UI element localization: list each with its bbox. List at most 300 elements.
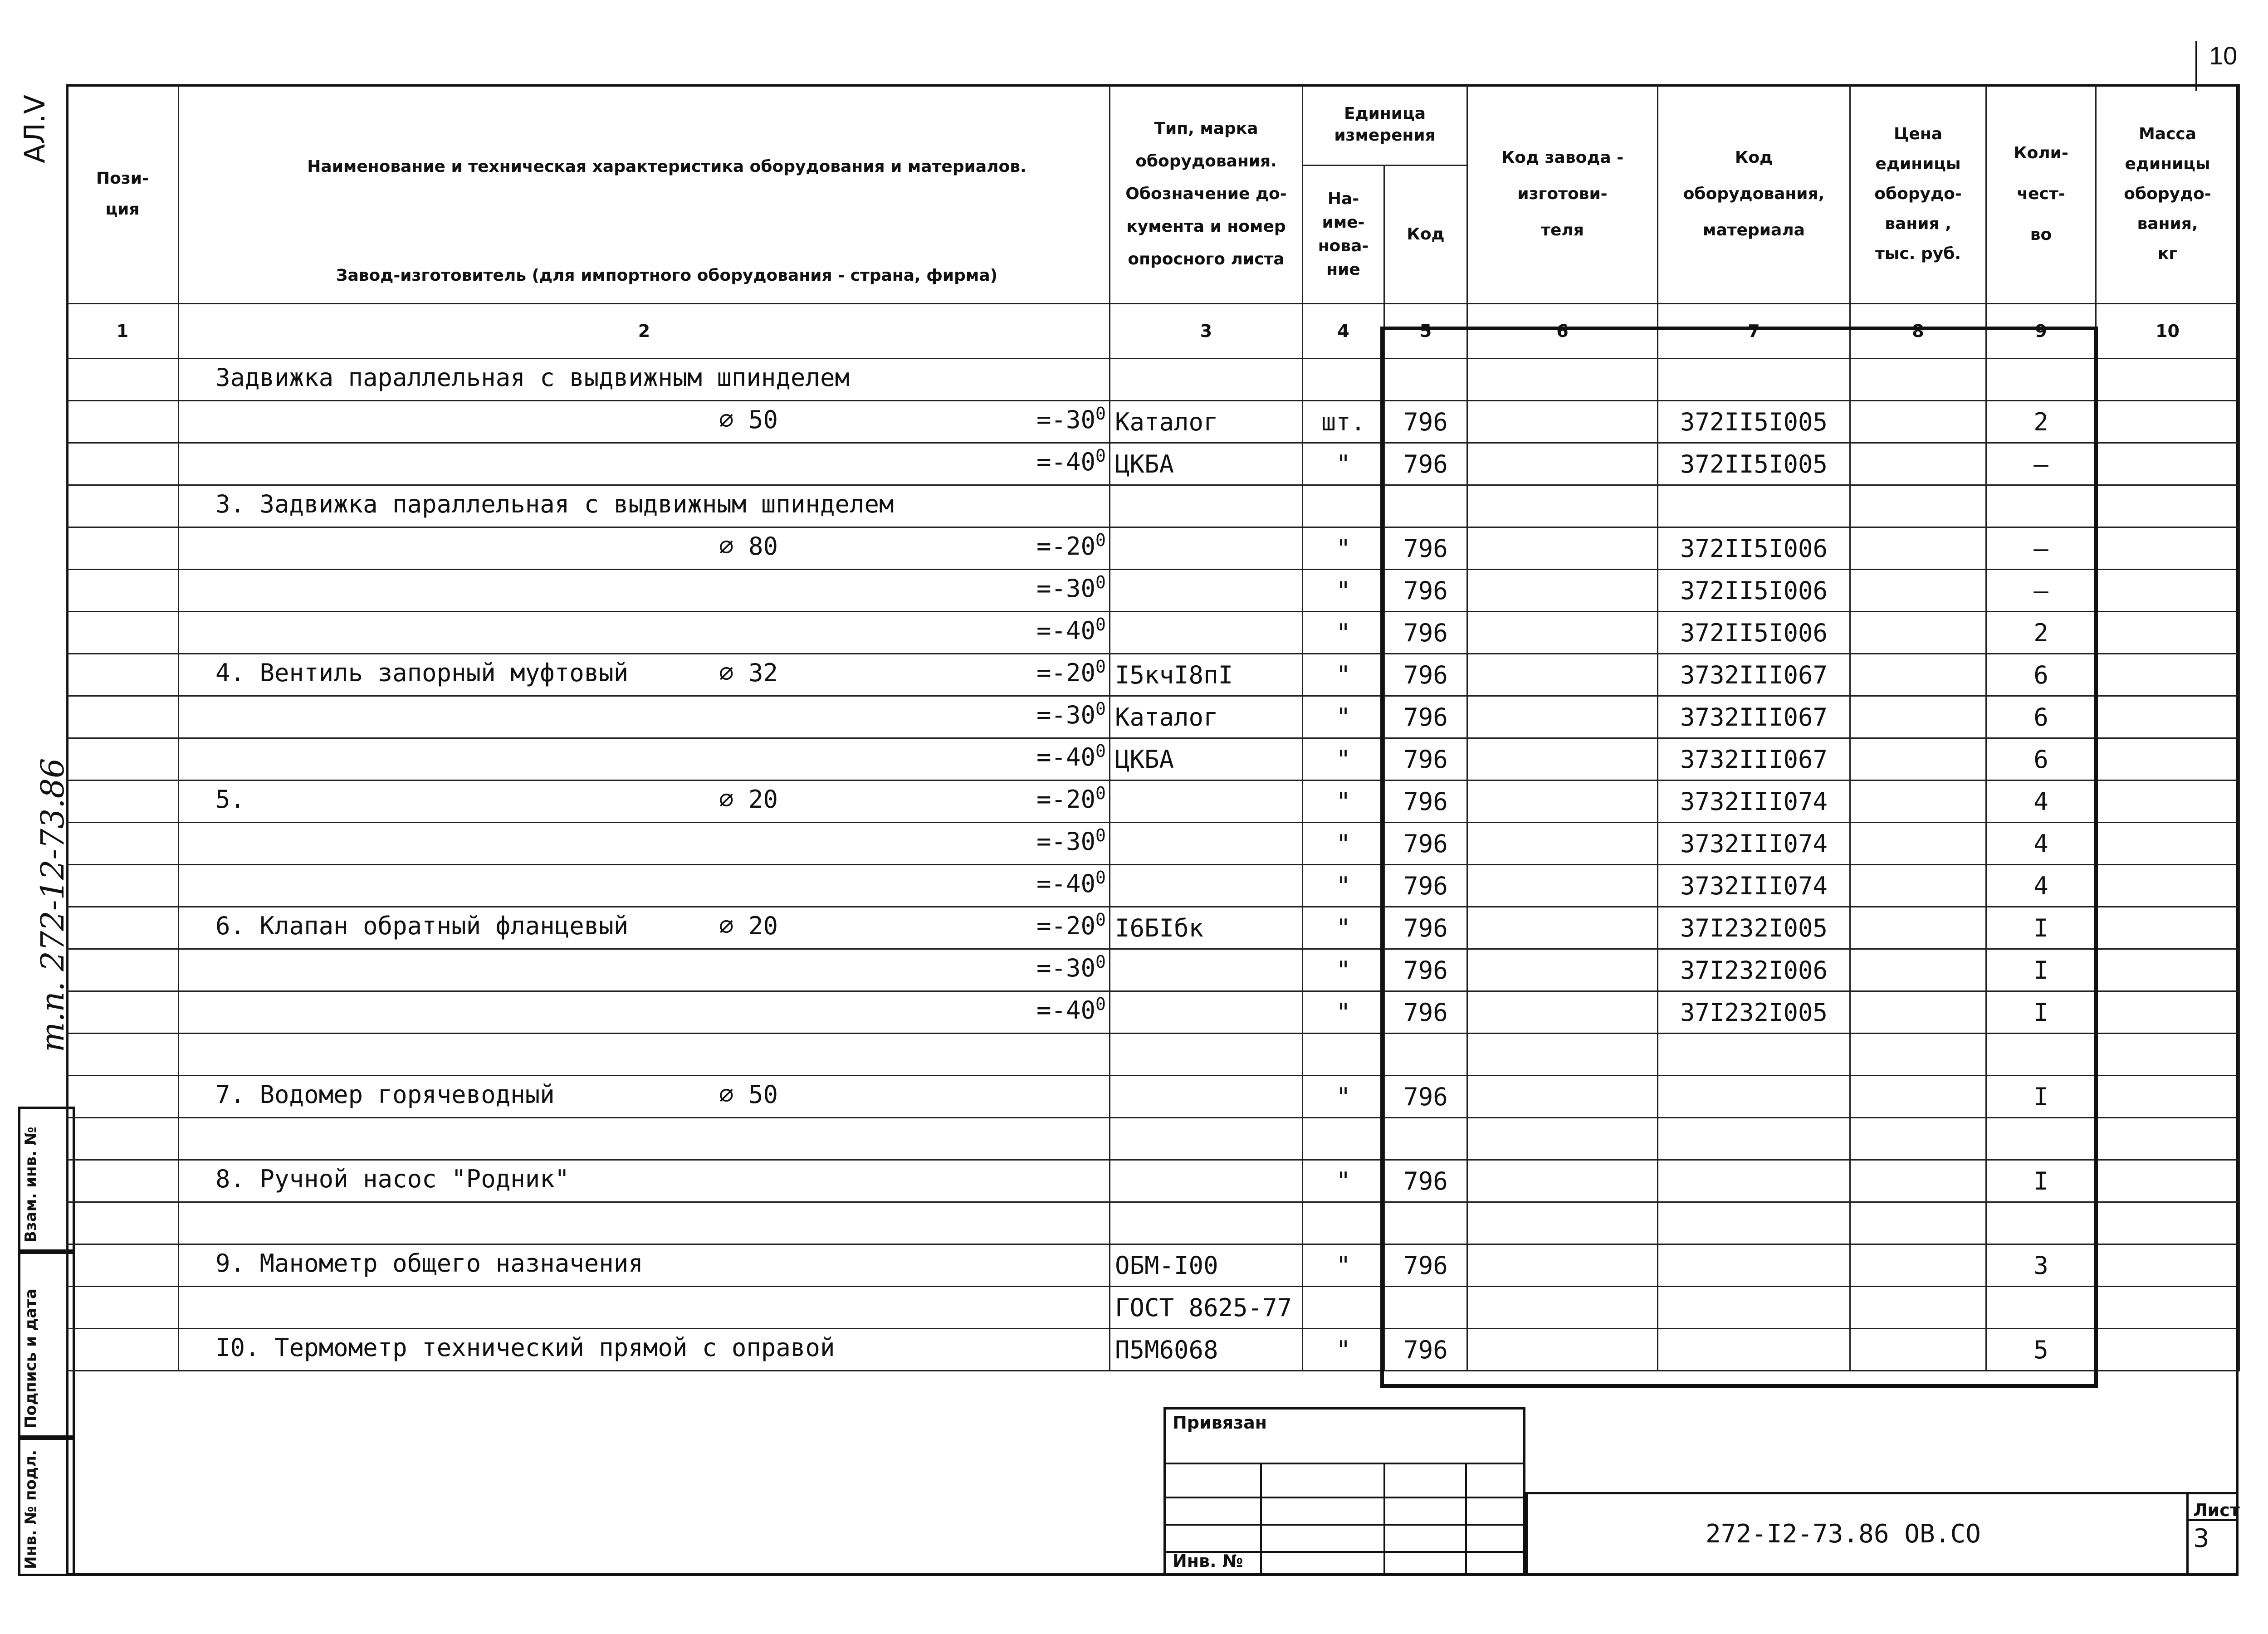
cell-mass bbox=[2096, 1202, 2239, 1244]
cell-mass bbox=[2096, 738, 2239, 780]
cell-position bbox=[67, 401, 179, 443]
cell-material-code: 372II5I006 bbox=[1658, 527, 1850, 570]
cell-type bbox=[1110, 570, 1303, 612]
stamp-signature-date-label: Подпись и дата bbox=[22, 1288, 40, 1429]
cell-material-code: 3732III074 bbox=[1658, 780, 1850, 823]
cell-unit-code: 796 bbox=[1384, 654, 1467, 696]
header-position: Пози- ция bbox=[67, 85, 179, 304]
cell-material-code bbox=[1658, 1287, 1850, 1329]
cell-plant-code bbox=[1467, 527, 1658, 570]
cell-name bbox=[179, 1034, 1110, 1076]
col-number: 8 bbox=[1850, 304, 1986, 359]
cell-type bbox=[1110, 359, 1303, 401]
cell-plant-code bbox=[1467, 1202, 1658, 1244]
cell-name bbox=[179, 1287, 1110, 1329]
tied-divider bbox=[1163, 1524, 1525, 1526]
document-code: 272-I2-73.86 ОВ.СО bbox=[1706, 1519, 1981, 1549]
cell-name bbox=[179, 1160, 1110, 1202]
cell-quantity: 5 bbox=[1986, 1329, 2096, 1371]
item-name: 6. Клапан обратный фланцевый bbox=[215, 912, 629, 940]
cell-mass bbox=[2096, 485, 2239, 527]
cell-position bbox=[67, 359, 179, 401]
cell-name bbox=[179, 738, 1110, 780]
cell-quantity: – bbox=[1986, 443, 2096, 485]
cell-plant-code bbox=[1467, 780, 1658, 823]
side-document-number: т.п. 272-12-73.86 bbox=[34, 758, 71, 1052]
table-row bbox=[67, 485, 2239, 527]
cell-plant-code bbox=[1467, 1160, 1658, 1202]
inv-label: Инв. № bbox=[1173, 1551, 1243, 1571]
col-number: 1 bbox=[67, 304, 179, 359]
cell-unit-name bbox=[1303, 1202, 1384, 1244]
cell-type bbox=[1110, 1160, 1303, 1202]
cell-type bbox=[1110, 780, 1303, 823]
cell-name bbox=[179, 1329, 1110, 1371]
cell-quantity: 4 bbox=[1986, 780, 2096, 823]
cell-unit-code: 796 bbox=[1384, 1244, 1467, 1287]
cell-mass bbox=[2096, 443, 2239, 485]
cell-quantity bbox=[1986, 1202, 2096, 1244]
degree-mark: 0 bbox=[1095, 404, 1106, 424]
item-name: I0. Термометр технический прямой с оправой bbox=[215, 1333, 835, 1362]
cell-quantity: – bbox=[1986, 527, 2096, 570]
cell-price bbox=[1850, 991, 1986, 1034]
page-number-divider bbox=[2195, 41, 2197, 91]
cell-unit-name: " bbox=[1303, 1329, 1384, 1371]
table-row bbox=[67, 1287, 2239, 1329]
cell-quantity bbox=[1986, 1287, 2096, 1329]
cell-name bbox=[179, 991, 1110, 1034]
cell-name bbox=[179, 1118, 1110, 1160]
cell-price bbox=[1850, 907, 1986, 949]
cell-price bbox=[1850, 654, 1986, 696]
cell-unit-name bbox=[1303, 1118, 1384, 1160]
cell-price bbox=[1850, 1244, 1986, 1287]
cell-price bbox=[1850, 443, 1986, 485]
cell-plant-code bbox=[1467, 823, 1658, 865]
cell-price bbox=[1850, 1287, 1986, 1329]
cell-price bbox=[1850, 780, 1986, 823]
cell-plant-code bbox=[1467, 1287, 1658, 1329]
cell-mass bbox=[2096, 1034, 2239, 1076]
degree-mark: 0 bbox=[1095, 657, 1106, 677]
cell-name bbox=[179, 443, 1110, 485]
col-number: 3 bbox=[1110, 304, 1303, 359]
cell-mass bbox=[2096, 570, 2239, 612]
cell-unit-code bbox=[1384, 1202, 1467, 1244]
tied-vdivider bbox=[1383, 1463, 1385, 1576]
item-temperature: $=-20^0$ bbox=[1036, 783, 1106, 814]
cell-material-code bbox=[1658, 359, 1850, 401]
cell-mass bbox=[2096, 823, 2239, 865]
cell-quantity: I bbox=[1986, 1076, 2096, 1118]
cell-type bbox=[1110, 1118, 1303, 1160]
cell-unit-code: 796 bbox=[1384, 991, 1467, 1034]
cell-price bbox=[1850, 1160, 1986, 1202]
cell-unit-code: 796 bbox=[1384, 738, 1467, 780]
cell-type: Каталог bbox=[1110, 401, 1303, 443]
cell-unit-code bbox=[1384, 1118, 1467, 1160]
cell-unit-code: 796 bbox=[1384, 823, 1467, 865]
cell-quantity: I bbox=[1986, 991, 2096, 1034]
tied-vdivider bbox=[1465, 1463, 1467, 1576]
cell-name bbox=[179, 696, 1110, 738]
cell-plant-code bbox=[1467, 1329, 1658, 1371]
cell-plant-code bbox=[1467, 443, 1658, 485]
col-number: 7 bbox=[1658, 304, 1850, 359]
cell-unit-name: " bbox=[1303, 1160, 1384, 1202]
cell-plant-code bbox=[1467, 738, 1658, 780]
item-diameter: ⌀ 20 bbox=[719, 785, 778, 814]
cell-price bbox=[1850, 823, 1986, 865]
sheet-value: 3 bbox=[2193, 1524, 2209, 1553]
cell-material-code bbox=[1658, 1034, 1850, 1076]
cell-mass bbox=[2096, 907, 2239, 949]
header-type: Тип, марка оборудования. Обозначение до- кумента и номер опросного листа bbox=[1110, 85, 1303, 304]
cell-material-code: 3732III074 bbox=[1658, 823, 1850, 865]
cell-type bbox=[1110, 1202, 1303, 1244]
cell-type bbox=[1110, 612, 1303, 654]
cell-material-code: 37I232I005 bbox=[1658, 907, 1850, 949]
cell-mass bbox=[2096, 359, 2239, 401]
cell-unit-name bbox=[1303, 359, 1384, 401]
cell-position bbox=[67, 780, 179, 823]
table-row bbox=[67, 1160, 2239, 1202]
cell-unit-code: 796 bbox=[1384, 1160, 1467, 1202]
item-temperature: $=-40^0$ bbox=[1036, 868, 1106, 898]
cell-price bbox=[1850, 612, 1986, 654]
cell-unit-name: " bbox=[1303, 527, 1384, 570]
cell-unit-name: " bbox=[1303, 865, 1384, 907]
cell-name bbox=[179, 1244, 1110, 1287]
item-temperature: $=-40^0$ bbox=[1036, 446, 1106, 476]
cell-position bbox=[67, 865, 179, 907]
table-row bbox=[67, 401, 2239, 443]
cell-unit-name: " bbox=[1303, 780, 1384, 823]
cell-quantity: I bbox=[1986, 949, 2096, 991]
table-row bbox=[67, 527, 2239, 570]
tied-label: Привязан bbox=[1173, 1413, 1267, 1433]
header-unit-code: Код bbox=[1384, 165, 1467, 303]
cell-position bbox=[67, 527, 179, 570]
item-temperature: $=-30^0$ bbox=[1036, 825, 1106, 856]
cell-material-code bbox=[1658, 1076, 1850, 1118]
cell-price bbox=[1850, 527, 1986, 570]
cell-unit-code bbox=[1384, 1287, 1467, 1329]
cell-price bbox=[1850, 1118, 1986, 1160]
table-row bbox=[67, 738, 2239, 780]
cell-material-code: 37I232I006 bbox=[1658, 949, 1850, 991]
cell-quantity bbox=[1986, 1118, 2096, 1160]
cell-type bbox=[1110, 991, 1303, 1034]
cell-unit-name: " bbox=[1303, 907, 1384, 949]
cell-type: П5М6068 bbox=[1110, 1329, 1303, 1371]
item-temperature: $=-20^0$ bbox=[1036, 657, 1106, 687]
cell-type bbox=[1110, 527, 1303, 570]
header-material-code: Код оборудования, материала bbox=[1658, 85, 1850, 304]
cell-material-code bbox=[1658, 1202, 1850, 1244]
header-name-line2: Завод-изготовитель (для импортного оборудования - страна, фирма) bbox=[336, 266, 998, 285]
cell-material-code bbox=[1658, 1329, 1850, 1371]
cell-position bbox=[67, 654, 179, 696]
table-body bbox=[67, 359, 2239, 1371]
header-unit-name: На- име- нова- ние bbox=[1303, 165, 1384, 303]
tied-divider bbox=[1163, 1497, 1525, 1498]
cell-name bbox=[179, 570, 1110, 612]
cell-unit-code: 796 bbox=[1384, 570, 1467, 612]
cell-plant-code bbox=[1467, 1244, 1658, 1287]
cell-plant-code bbox=[1467, 401, 1658, 443]
cell-position bbox=[67, 907, 179, 949]
degree-mark: 0 bbox=[1095, 741, 1106, 761]
cell-name bbox=[179, 949, 1110, 991]
table-row bbox=[67, 654, 2239, 696]
table-row bbox=[67, 696, 2239, 738]
cell-position bbox=[67, 1076, 179, 1118]
degree-mark: 0 bbox=[1095, 699, 1106, 719]
item-name: 3. Задвижка параллельная с выдвижным шпинделем bbox=[215, 490, 894, 518]
table-row bbox=[67, 1244, 2239, 1287]
cell-mass bbox=[2096, 1160, 2239, 1202]
cell-quantity: – bbox=[1986, 570, 2096, 612]
table-row bbox=[67, 949, 2239, 991]
cell-price bbox=[1850, 696, 1986, 738]
cell-material-code: 372II5I006 bbox=[1658, 570, 1850, 612]
table-row bbox=[67, 443, 2239, 485]
cell-price bbox=[1850, 949, 1986, 991]
col-number: 10 bbox=[2096, 304, 2239, 359]
degree-mark: 0 bbox=[1095, 572, 1106, 592]
cell-type bbox=[1110, 1034, 1303, 1076]
cell-quantity: 2 bbox=[1986, 401, 2096, 443]
cell-unit-code: 796 bbox=[1384, 907, 1467, 949]
cell-position bbox=[67, 949, 179, 991]
cell-quantity: I bbox=[1986, 907, 2096, 949]
header-mass: Масса единицы оборудо- вания, кг bbox=[2096, 85, 2239, 304]
cell-unit-code: 796 bbox=[1384, 443, 1467, 485]
cell-unit-code: 796 bbox=[1384, 780, 1467, 823]
cell-position bbox=[67, 443, 179, 485]
cell-mass bbox=[2096, 991, 2239, 1034]
cell-name bbox=[179, 359, 1110, 401]
cell-mass bbox=[2096, 654, 2239, 696]
cell-type: ЦКБА bbox=[1110, 738, 1303, 780]
cell-material-code: 372II5I005 bbox=[1658, 443, 1850, 485]
cell-position bbox=[67, 1034, 179, 1076]
cell-material-code bbox=[1658, 485, 1850, 527]
cell-position bbox=[67, 1118, 179, 1160]
table-row bbox=[67, 780, 2239, 823]
stamp-original-inv-label: Инв. № подл. bbox=[22, 1449, 40, 1569]
cell-unit-name: " bbox=[1303, 570, 1384, 612]
item-name: 8. Ручной насос "Родник" bbox=[215, 1165, 570, 1193]
cell-position bbox=[67, 1244, 179, 1287]
item-temperature: $=-30^0$ bbox=[1036, 952, 1106, 982]
cell-quantity: 6 bbox=[1986, 654, 2096, 696]
degree-mark: 0 bbox=[1095, 910, 1106, 930]
table-row bbox=[67, 359, 2239, 401]
cell-material-code bbox=[1658, 1244, 1850, 1287]
item-temperature: $=-30^0$ bbox=[1036, 699, 1106, 729]
cell-plant-code bbox=[1467, 949, 1658, 991]
table-row bbox=[67, 823, 2239, 865]
cell-quantity bbox=[1986, 485, 2096, 527]
cell-quantity: I bbox=[1986, 1160, 2096, 1202]
table-row bbox=[67, 1076, 2239, 1118]
item-temperature: $=-40^0$ bbox=[1036, 741, 1106, 771]
cell-price bbox=[1850, 1034, 1986, 1076]
cell-plant-code bbox=[1467, 612, 1658, 654]
side-code: АЛ.V bbox=[18, 94, 51, 163]
cell-material-code: 372II5I006 bbox=[1658, 612, 1850, 654]
degree-mark: 0 bbox=[1095, 825, 1106, 845]
item-name: Задвижка параллельная с выдвижным шпинделем bbox=[215, 363, 850, 392]
cell-mass bbox=[2096, 527, 2239, 570]
cell-unit-name bbox=[1303, 485, 1384, 527]
item-temperature: $=-40^0$ bbox=[1036, 994, 1106, 1024]
cell-unit-code bbox=[1384, 1034, 1467, 1076]
cell-position bbox=[67, 485, 179, 527]
cell-material-code: 372II5I005 bbox=[1658, 401, 1850, 443]
page-number: 10 bbox=[2209, 41, 2238, 70]
cell-unit-name bbox=[1303, 1034, 1384, 1076]
cell-material-code: 37I232I005 bbox=[1658, 991, 1850, 1034]
cell-type bbox=[1110, 949, 1303, 991]
cell-plant-code bbox=[1467, 1118, 1658, 1160]
cell-name bbox=[179, 865, 1110, 907]
cell-unit-name: " bbox=[1303, 949, 1384, 991]
item-name: 9. Манометр общего назначения bbox=[215, 1249, 643, 1278]
degree-mark: 0 bbox=[1095, 994, 1106, 1014]
col-number: 2 bbox=[179, 304, 1110, 359]
cell-quantity bbox=[1986, 1034, 2096, 1076]
cell-quantity: 6 bbox=[1986, 738, 2096, 780]
degree-mark: 0 bbox=[1095, 952, 1106, 972]
cell-unit-code: 796 bbox=[1384, 527, 1467, 570]
cell-mass bbox=[2096, 1076, 2239, 1118]
cell-type: ОБМ-I00 bbox=[1110, 1244, 1303, 1287]
item-temperature: $=-20^0$ bbox=[1036, 910, 1106, 940]
cell-plant-code bbox=[1467, 865, 1658, 907]
cell-price bbox=[1850, 738, 1986, 780]
degree-mark: 0 bbox=[1095, 446, 1106, 466]
cell-type: ГОСТ 8625-77 bbox=[1110, 1287, 1303, 1329]
cell-price bbox=[1850, 1329, 1986, 1371]
degree-mark: 0 bbox=[1095, 530, 1106, 550]
cell-position bbox=[67, 612, 179, 654]
cell-name bbox=[179, 654, 1110, 696]
item-temperature: $=-20^0$ bbox=[1036, 530, 1106, 561]
cell-name bbox=[179, 1202, 1110, 1244]
cell-price bbox=[1850, 865, 1986, 907]
cell-unit-name: шт. bbox=[1303, 401, 1384, 443]
item-name: 5. bbox=[215, 785, 245, 814]
cell-name bbox=[179, 612, 1110, 654]
equipment-specification-table bbox=[66, 84, 2240, 1371]
cell-price bbox=[1850, 1076, 1986, 1118]
cell-position bbox=[67, 1329, 179, 1371]
cell-position bbox=[67, 696, 179, 738]
table-row bbox=[67, 1202, 2239, 1244]
cell-name bbox=[179, 527, 1110, 570]
col-number: 6 bbox=[1467, 304, 1658, 359]
cell-plant-code bbox=[1467, 570, 1658, 612]
cell-unit-name: " bbox=[1303, 696, 1384, 738]
table-header-row bbox=[67, 85, 2239, 166]
cell-type: Каталог bbox=[1110, 696, 1303, 738]
cell-unit-code: 796 bbox=[1384, 865, 1467, 907]
cell-mass bbox=[2096, 865, 2239, 907]
table-row bbox=[67, 991, 2239, 1034]
tied-vdivider bbox=[1260, 1463, 1262, 1576]
header-name bbox=[179, 85, 1110, 304]
cell-type bbox=[1110, 865, 1303, 907]
table-row bbox=[67, 1329, 2239, 1371]
cell-plant-code bbox=[1467, 991, 1658, 1034]
sheet-label: Лист bbox=[2193, 1500, 2240, 1520]
cell-price bbox=[1850, 485, 1986, 527]
cell-plant-code bbox=[1467, 654, 1658, 696]
cell-unit-code: 796 bbox=[1384, 612, 1467, 654]
cell-plant-code bbox=[1467, 696, 1658, 738]
header-plant-code: Код завода - изготови- теля bbox=[1467, 85, 1658, 304]
cell-type bbox=[1110, 823, 1303, 865]
cell-mass bbox=[2096, 401, 2239, 443]
table-row bbox=[67, 865, 2239, 907]
stamp-replaced-inv-label: Взам. инв. № bbox=[22, 1127, 40, 1243]
cell-quantity bbox=[1986, 359, 2096, 401]
cell-unit-code: 796 bbox=[1384, 1329, 1467, 1371]
cell-plant-code bbox=[1467, 359, 1658, 401]
table-row bbox=[67, 570, 2239, 612]
cell-name bbox=[179, 401, 1110, 443]
cell-type: ЦКБА bbox=[1110, 443, 1303, 485]
cell-material-code: 3732III067 bbox=[1658, 654, 1850, 696]
cell-plant-code bbox=[1467, 485, 1658, 527]
table-row bbox=[67, 612, 2239, 654]
cell-position bbox=[67, 1287, 179, 1329]
cell-material-code bbox=[1658, 1160, 1850, 1202]
cell-name bbox=[179, 780, 1110, 823]
col-number: 9 bbox=[1986, 304, 2096, 359]
item-diameter: ⌀ 50 bbox=[719, 1080, 778, 1109]
cell-quantity: 4 bbox=[1986, 865, 2096, 907]
cell-unit-code: 796 bbox=[1384, 401, 1467, 443]
cell-unit-name bbox=[1303, 1287, 1384, 1329]
table-row bbox=[67, 907, 2239, 949]
item-name: 4. Вентиль запорный муфтовый bbox=[215, 658, 629, 687]
cell-material-code: 3732III074 bbox=[1658, 865, 1850, 907]
cell-material-code: 3732III067 bbox=[1658, 696, 1850, 738]
cell-type: I5кчI8пI bbox=[1110, 654, 1303, 696]
cell-unit-name: " bbox=[1303, 654, 1384, 696]
cell-unit-name: " bbox=[1303, 612, 1384, 654]
cell-plant-code bbox=[1467, 1076, 1658, 1118]
header-unit: Единица измерения bbox=[1303, 85, 1467, 166]
cell-position bbox=[67, 991, 179, 1034]
cell-mass bbox=[2096, 1244, 2239, 1287]
cell-price bbox=[1850, 570, 1986, 612]
item-temperature: $=-30^0$ bbox=[1036, 572, 1106, 603]
header-quantity: Коли- чест- во bbox=[1986, 85, 2096, 304]
cell-position bbox=[67, 1160, 179, 1202]
table-row bbox=[67, 1118, 2239, 1160]
cell-plant-code bbox=[1467, 907, 1658, 949]
item-temperature: $=-30^0$ bbox=[1036, 404, 1106, 434]
cell-unit-code: 796 bbox=[1384, 949, 1467, 991]
tied-divider bbox=[1163, 1463, 1525, 1464]
cell-unit-code bbox=[1384, 485, 1467, 527]
